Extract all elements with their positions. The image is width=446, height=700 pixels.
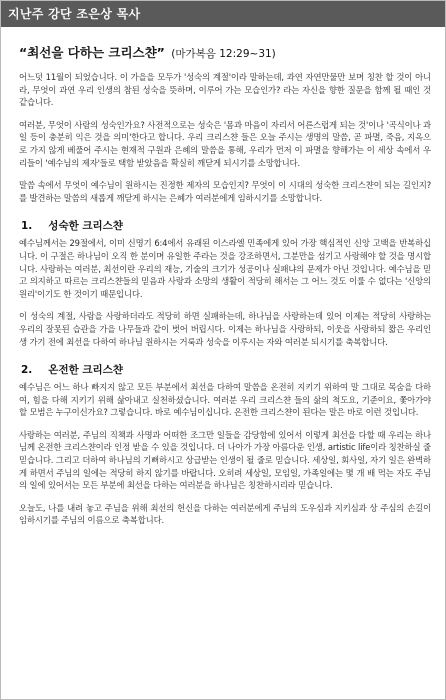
section-number: 2.	[21, 364, 33, 377]
section-title: 성숙한 크리스챤	[48, 220, 123, 233]
page-header: 지난주 강단 조은상 목사	[1, 1, 445, 27]
intro-paragraph: 여러분, 무엇이 사람의 성숙인가요? 사전적으로는 성숙은 '몸과 마음이 자리서 어른스럽게 되는 것'이나 '곡식이나 과일 등이 충분히 익은 것을 의미'한다고 합니다. 우리 크리스챤 들은 오늘 주시는 생명의 말씀, 곧 파멸, 죽음, 지옥으로 가지 않게 베풀어 주시는 현재적 구원과 은혜의 말씀을 통해, 우리가 먼저 이 파멸을 향해가는 이 세상 속에서 우리들이 '예수님의 제자'들로 택함 받았음을 확실히 깨닫게 되시기를 소망합니다.	[19, 119, 431, 168]
intro-paragraph: 어느덧 11월이 되었습니다. 이 가을을 모두가 '성숙의 계절'이라 말하는데, 과연 자연만물만 보며 칭찬 할 것이 아니라, 무엇이 과연 우리 인생의 참된 성숙을 뜻하며, 이루어 가는 모습인가? 라는 자신을 향한 질문을 함께 될 때인 것 같습니다.	[19, 72, 431, 108]
intro-paragraph: 말씀 속에서 무엇이 예수님이 원하시는 진정한 제자의 모습인지? 무엇이 이 시대의 성숙한 크리스챤이 되는 길인지? 를 발견하는 말씀의 새롭게 깨닫게 하시는 은혜가 여러분에게 임하시기를 소망합니다.	[19, 180, 431, 203]
section-paragraph: 오늘도, 나를 내려 놓고 주님을 위해 최선의 헌신을 다하는 여러분에게 주님의 도우심과 지키심과 상 주심의 손길이 임하시기를 주님의 이름으로 축복합니다.	[19, 502, 431, 526]
section-heading	[21, 362, 431, 377]
section-number: 1.	[21, 220, 33, 233]
section-paragraph: 사랑하는 여러분, 주님의 직책과 사명과 어떠한 조그만 일들을 감당함에 있어서 이렇게 최선을 다할 때 우리는 하나님께 온전한 크리스챤이라 인정 받을 수 있을 것입니다. 더 나아가 가장 아름다운 인생, artistic life이라 칭찬하실 줄 믿습니다. 그리고 더하여 하나님의 기뻐하시고 상급받는 인생이 될 줄로 믿습니다. 세상일, 회사일, 자기 일은 완벽하게 하면서 주님의 일에는 적당히 하지 않기를 바랍니다. 오히려 세상일, 모임일, 가족일에는 몇 개 배 먹는 자도 주님의 일에 있어서는 모든 부분에 최선을 다하는 여러분을 하나님은 칭찬하시리라 믿습니다.	[19, 429, 431, 491]
scripture-reference: (마가복음 12:29~31)	[171, 48, 276, 60]
section-title: 온전한 크리스챤	[48, 364, 123, 377]
sermon-title-row	[19, 43, 431, 61]
section-paragraph: 예수님께서는 29절에서, 이미 신명기 6:4에서 유래된 이스라엘 민족에게 있어 가장 핵심적인 신앙 고백을 반복하십니다. 이 구절은 하나님이 오직 한 분이며 유일한 주라는 것을 강조하면서, 그분만을 섬기고 사랑해야 할 것을 명시합니다. 사랑하는 여러분, 최선이란 우리의 재능, 기술의 크기가 성공이나 실패냐의 문제가 아닌 것입니다. 예수님을 믿고 의지하고 따르는 크리스챤들의 믿음과 사랑과 소망의 생활이 적당히 해서는 그 어느 것도 이룰 수 없다는 '신앙의 원리'이기도 한 것이기 때문입니다.	[19, 238, 431, 299]
section-paragraph: 이 성숙의 계절, 사람을 사랑하더라도 적당히 하면 실패하는데, 하나님을 사랑하는데 있어 이제는 적당히 사랑하는 우리의 잘못된 습관을 가을 나무들과 같이 벗어 버립시다. 이제는 하나님을 사랑하되, 이웃을 사랑하되 짧은 우리인생 가기 전에 최선을 다하여 하나님 원하시는 거룩과 성숙을 이루시는 자와 여러분 되시기를 축복합니다.	[19, 311, 431, 347]
sermon-content	[1, 27, 445, 527]
section-heading	[21, 218, 431, 233]
section-paragraph: 예수님은 어느 하나 빠지지 않고 모든 부분에서 최선을 다하여 말씀을 온전히 지키기 위하여 말 그대로 목숨을 다하여, 힘을 다해 지키기 위해 삶아내고 실천하셨습니다. 여러분 우리 크리스챤 들의 삶의 척도요, 기준이요, 쫓아가야 할 모범은 누구이신가요? 그렇습니다. 바로 예수님이십니다. 온전한 크리스챤이 된다는 말은 바로 이런 것입니다.	[19, 382, 431, 418]
sermon-title: “최선을 다하는 크리스챤”	[19, 45, 165, 60]
